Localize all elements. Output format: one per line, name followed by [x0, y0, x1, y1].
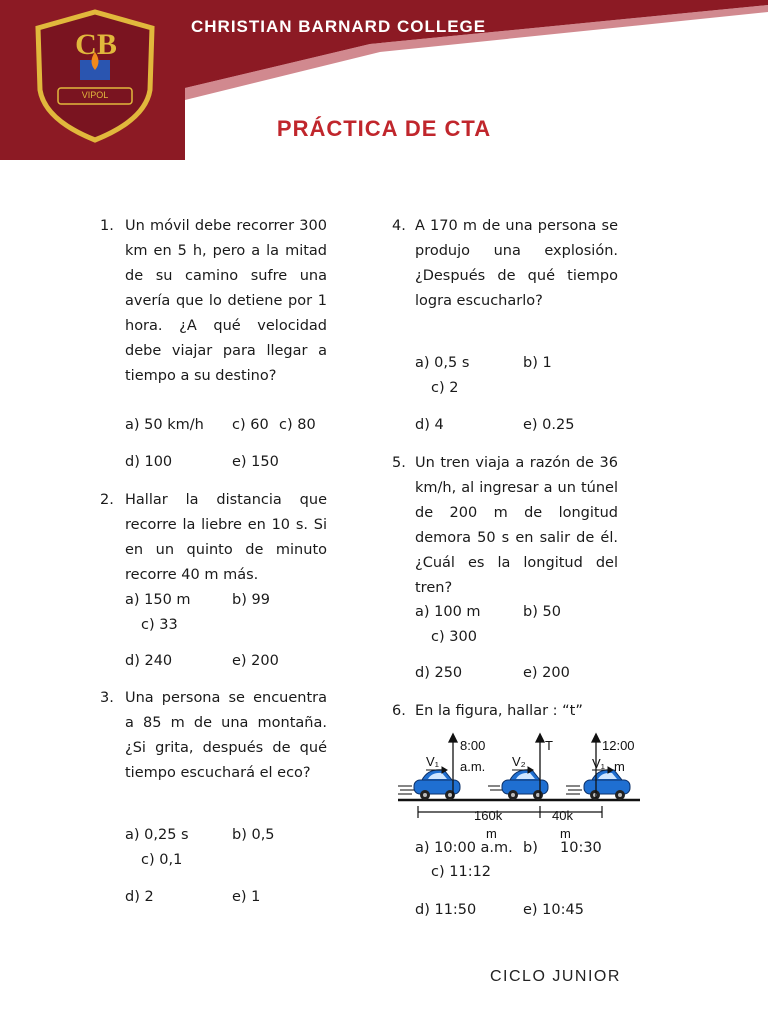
option-e: e) 0.25 — [523, 417, 575, 433]
question-number: 3. — [100, 690, 114, 706]
question-text: Un tren viaja a razón de 36 km/h, al ingresar a un túnel de 200 m de longitud demora 50 s en salir de él. ¿Cuál es la longitud del tren? — [415, 455, 618, 596]
logo-initials: CB — [75, 28, 117, 61]
option-b: b) — [523, 840, 538, 856]
question-number: 1. — [100, 218, 114, 234]
motion-figure — [392, 728, 648, 848]
velocity-label-2: V₂ — [512, 754, 526, 769]
distance-1-unit: m — [486, 826, 497, 841]
distance-1-label: 160k — [474, 808, 503, 823]
question-number: 6. — [392, 703, 406, 719]
time-mid-label: T — [545, 738, 553, 753]
distance-2-label: 40k — [552, 808, 573, 823]
option-b: b) 50 — [523, 604, 561, 620]
question-text: Hallar la distancia que recorre la liebre en 10 s. Si en un quinto de minuto recorre 40 m más. — [125, 492, 327, 583]
option-e: e) 150 — [232, 454, 279, 470]
question-4 — [392, 214, 620, 314]
question-3 — [100, 686, 328, 786]
option-e: e) 10:45 — [523, 902, 584, 918]
question-5 — [392, 451, 620, 601]
option-d: d) 100 — [125, 454, 173, 470]
option-b: b) 99 — [232, 592, 270, 608]
option-e: e) 1 — [232, 889, 261, 905]
option-a: a) 50 km/h — [125, 417, 204, 433]
question-6 — [392, 699, 620, 724]
car-icon-2 — [502, 770, 548, 800]
option-c: c) 0,1 — [141, 852, 183, 868]
option-c: c) 11:12 — [431, 864, 492, 880]
option-d: d) 240 — [125, 653, 173, 669]
distance-2-unit: m — [560, 826, 571, 841]
question-number: 4. — [392, 218, 406, 234]
question-number: 5. — [392, 455, 406, 471]
option-a: a) 10:00 a.m. — [415, 840, 513, 856]
question-1 — [100, 214, 328, 414]
option-d: d) 250 — [415, 665, 463, 681]
option-d: d) 4 — [415, 417, 444, 433]
option-c: c) 33 — [141, 617, 178, 633]
option-b: b) 1 — [523, 355, 552, 371]
time-end-label-2: m — [614, 759, 625, 774]
velocity-label-1: V₁ — [426, 754, 440, 769]
question-text: A 170 m de una persona se produjo una explosión. ¿Después de qué tiempo logra escucharlo? — [415, 218, 618, 309]
option-c-2: c) 80 — [279, 417, 316, 433]
question-text: Una persona se encuentra a 85 m de una montaña. ¿Si grita, después de qué tiempo escuchará el eco? — [125, 690, 327, 781]
option-e: e) 200 — [523, 665, 570, 681]
time-start-label-2: a.m. — [460, 759, 486, 774]
question-text: Un móvil debe recorrer 300 km en 5 h, pero a la mitad de su camino sufre una avería que lo detiene por 1 hora. ¿A qué velocidad debe viajar para llegar a tiempo a su destino? — [125, 218, 327, 384]
option-b: b) 0,5 — [232, 827, 275, 843]
car-icon-3 — [584, 770, 630, 800]
time-end-label: 12:00 — [602, 738, 635, 753]
distance-markers — [418, 806, 602, 818]
option-a: a) 0,25 s — [125, 827, 189, 843]
option-a: a) 0,5 s — [415, 355, 470, 371]
option-a: a) 100 m — [415, 604, 481, 620]
option-c: c) 300 — [431, 629, 477, 645]
college-name: CHRISTIAN BARNARD COLLEGE — [191, 17, 487, 36]
option-c: c) 60 — [232, 417, 269, 433]
time-start-label: 8:00 — [460, 738, 486, 753]
logo-motto: VIPOL — [81, 90, 109, 100]
option-c: c) 2 — [431, 380, 459, 396]
page-title: PRÁCTICA DE CTA — [276, 116, 492, 141]
option-b-value: 10:30 — [560, 840, 602, 856]
option-a: a) 150 m — [125, 592, 191, 608]
option-d: d) 11:50 — [415, 902, 477, 918]
velocity-label-3: V₁ — [592, 756, 606, 771]
question-number: 2. — [100, 492, 114, 508]
question-2 — [100, 488, 328, 588]
footer-label: CICLO JUNIOR — [490, 968, 621, 985]
option-e: e) 200 — [232, 653, 279, 669]
question-text: En la figura, hallar : “t” — [415, 703, 583, 719]
option-d: d) 2 — [125, 889, 154, 905]
